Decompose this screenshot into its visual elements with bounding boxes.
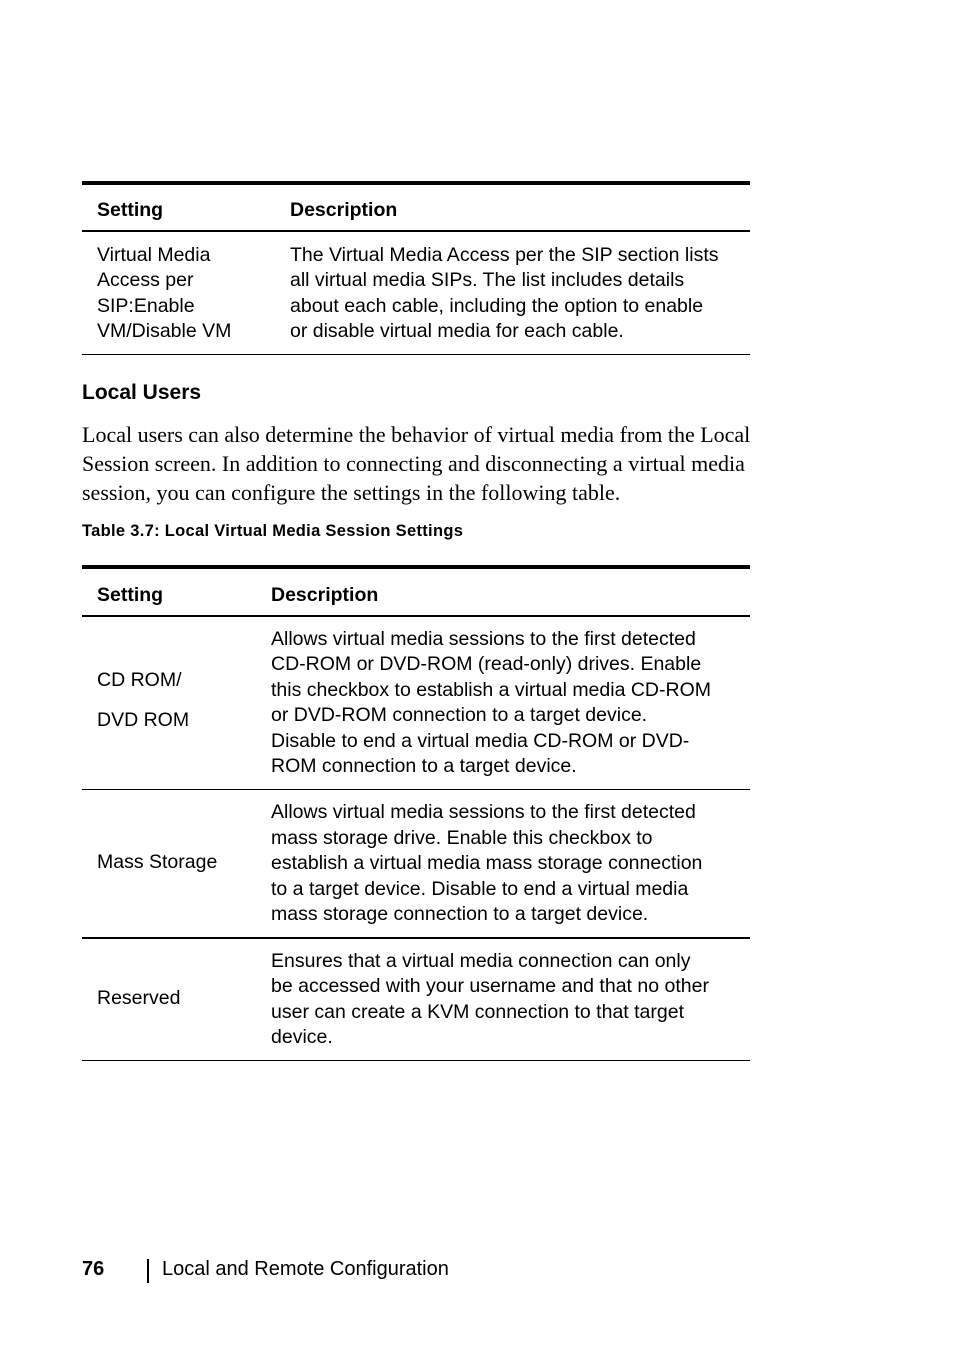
setting-line: CD ROM/ <box>97 668 182 691</box>
description-cell <box>271 949 750 1051</box>
description-line: device. <box>271 1026 333 1048</box>
setting-cell <box>97 850 217 876</box>
local-session-settings-table <box>82 565 750 1061</box>
paragraph-line: Local users can also determine the behavior of virtual media from the Local <box>82 422 751 447</box>
description-line: this checkbox to establish a virtual media CD-ROM <box>271 678 711 701</box>
page-number: 76 <box>82 1258 105 1280</box>
header-description: Description <box>271 584 379 606</box>
description-line: to a target device. Disable to end a virtual media <box>271 877 689 900</box>
description-line: or DVD-ROM connection to a target device. <box>271 704 648 726</box>
table-caption: Table 3.7: Local Virtual Media Session Settings <box>82 522 464 540</box>
setting-line: Access per <box>97 269 194 291</box>
setting-line: VM/Disable VM <box>97 320 232 342</box>
table-header-row <box>82 569 750 615</box>
table-row <box>82 790 750 937</box>
paragraph-line: session, you can configure the settings in the following table. <box>82 480 621 505</box>
table-row <box>82 232 750 354</box>
description-line: establish a virtual media mass storage connection <box>271 852 703 874</box>
header-setting: Setting <box>97 199 164 221</box>
description-cell <box>271 800 750 928</box>
description-line: or disable virtual media for each cable. <box>290 320 624 342</box>
setting-cell <box>97 243 231 345</box>
setting-line: DVD ROM <box>97 709 190 731</box>
description-line: mass storage connection to a target device. <box>271 903 649 925</box>
setting-line: Mass Storage <box>97 851 218 873</box>
description-line: CD-ROM or DVD-ROM (read-only) drives. Enable <box>271 653 702 675</box>
settings-table-continued <box>82 181 750 355</box>
footer-divider <box>147 1259 149 1283</box>
table-row <box>82 617 750 789</box>
description-line: The Virtual Media Access per the SIP section lists <box>290 243 719 266</box>
description-line: Ensures that a virtual media connection can only <box>271 949 691 972</box>
description-line: about each cable, including the option to enable <box>290 294 704 317</box>
table-row <box>82 939 750 1060</box>
description-line: ROM connection to a target device. <box>271 755 577 777</box>
table-header-row <box>82 185 750 230</box>
setting-cell <box>97 986 180 1012</box>
setting-line: Reserved <box>97 986 181 1009</box>
setting-line: Virtual Media <box>97 243 211 266</box>
description-cell <box>271 627 750 780</box>
description-line: Disable to end a virtual media CD-ROM or DVD- <box>271 729 690 752</box>
description-line: Allows virtual media sessions to the first detected <box>271 801 696 823</box>
section-heading: Local Users <box>82 381 202 404</box>
header-description: Description <box>290 199 398 221</box>
description-line: mass storage drive. Enable this checkbox to <box>271 826 653 849</box>
description-line: be accessed with your username and that no other <box>271 975 709 997</box>
chapter-title: Local and Remote Configuration <box>162 1258 449 1280</box>
description-cell <box>290 243 750 345</box>
description-line: Allows virtual media sessions to the first detected <box>271 627 696 650</box>
setting-cell <box>97 668 189 734</box>
header-setting: Setting <box>97 584 164 606</box>
description-line: all virtual media SIPs. The list includes details <box>290 269 685 291</box>
table-bottom-rule <box>82 1060 750 1062</box>
table-bottom-rule <box>82 354 750 356</box>
intro-paragraph <box>82 420 822 507</box>
setting-line: SIP:Enable <box>97 294 195 317</box>
description-line: user can create a KVM connection to that target <box>271 1000 684 1023</box>
paragraph-line: Session screen. In addition to connecting and disconnecting a virtual media <box>82 451 745 476</box>
